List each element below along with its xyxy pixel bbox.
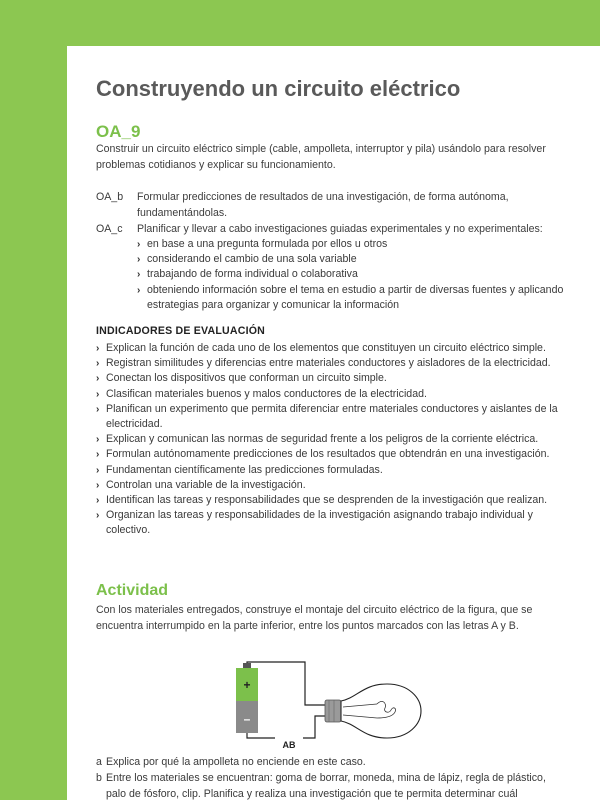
- page-title: Construyendo un circuito eléctrico: [96, 76, 461, 101]
- skill-text: Planificar y llevar a cabo investigaciones guiadas experimentales y no experimentales:: [137, 223, 543, 235]
- chevron-right-icon: ›: [96, 510, 100, 522]
- list-item: › Explican la función de cada uno de los elementos que constituyen un circuito eléctrico simple.: [96, 341, 566, 356]
- chevron-right-icon: ›: [96, 479, 100, 491]
- question-letter: b: [96, 772, 102, 784]
- bulb-base: [325, 700, 341, 722]
- list-item: › Controlan una variable de la investigación.: [96, 478, 566, 493]
- list-item: › Identifican las tareas y responsabilidades que se desprenden de la investigación que realizan.: [96, 493, 566, 508]
- chevron-right-icon: ›: [96, 449, 100, 461]
- list-item: › Conectan los dispositivos que conforman un circuito simple.: [96, 371, 566, 386]
- chevron-right-icon: ›: [137, 284, 141, 296]
- list-item: › Planifican un experimento que permita diferenciar entre materiales conductores y aislantes de la electricidad.: [96, 402, 558, 431]
- question-text: Entre los materiales se encuentran: goma de borrar, moneda, mina de lápiz, regla de plástico, palo de fósforo, clip. Planifica y realiza una investigación que te permita determinar cuál: [106, 772, 546, 800]
- oa-code: OA_9: [96, 122, 141, 141]
- skill-bullets: [137, 237, 566, 313]
- skill-row: [96, 189, 566, 221]
- battery-terminal: [243, 663, 251, 668]
- chevron-right-icon: ›: [96, 464, 100, 476]
- bulb-icon: [341, 684, 421, 738]
- indicators-heading: INDICADORES DE EVALUACIÓN: [96, 325, 266, 337]
- activity-description: Con los materiales entregados, construye el montaje del circuito eléctrico de la figura, que se encuentra interrumpido en la parte inferior, entre los puntos marcados con las letras A y B.: [96, 604, 533, 632]
- chevron-right-icon: ›: [96, 495, 100, 507]
- chevron-right-icon: ›: [96, 343, 100, 354]
- chevron-right-icon: ›: [96, 434, 100, 446]
- chevron-right-icon: ›: [137, 254, 141, 266]
- activity-heading: Actividad: [96, 582, 169, 599]
- wire-right: [303, 716, 325, 738]
- question-item: [96, 770, 566, 800]
- wire-top: [247, 662, 325, 705]
- list-item: › Registran similitudes y diferencias entre materiales conductores y aisladores de la electricidad.: [96, 356, 566, 371]
- chevron-right-icon: ›: [96, 358, 100, 370]
- list-item: › Fundamentan científicamente las predicciones formuladas.: [96, 463, 566, 478]
- chevron-right-icon: ›: [96, 388, 100, 400]
- list-item: › en base a una pregunta formulada por ellos u otros: [137, 237, 566, 252]
- question-item: [96, 754, 566, 770]
- points-label: AB: [282, 740, 296, 750]
- list-item: › obteniendo información sobre el tema en estudio a partir de diversas fuentes y aplicando estrategias para organizar y comunicar la información: [137, 283, 564, 311]
- list-item: › Explican y comunican las normas de seguridad frente a los peligros de la corriente eléctrica.: [96, 432, 566, 447]
- question-text: Explica por qué la ampolleta no enciende en este caso.: [106, 756, 366, 768]
- battery-minus-label: –: [243, 712, 251, 726]
- oa-description: Construir un circuito eléctrico simple (cable, ampolleta, interruptor y pila) usándolo para resolver problemas cotidianos y explicar su funcionamiento.: [96, 143, 546, 171]
- question-letter: a: [96, 756, 102, 768]
- skill-code: OA_c: [96, 223, 123, 235]
- chevron-right-icon: ›: [96, 373, 100, 385]
- questions-list: [96, 754, 566, 800]
- chevron-right-icon: ›: [137, 269, 141, 281]
- indicators-list: [96, 341, 566, 539]
- battery-plus-label: +: [243, 678, 251, 692]
- list-item: › Clasifican materiales buenos y malos conductores de la electricidad.: [96, 387, 566, 402]
- skill-text: Formular predicciones de resultados de una investigación, de forma autónoma, fundamentándolas.: [137, 191, 509, 219]
- list-item: › Formulan autónomamente predicciones de los resultados que obtendrán en una investigación.: [96, 447, 566, 462]
- skill-code: OA_b: [96, 191, 124, 203]
- list-item: › trabajando de forma individual o colaborativa: [137, 267, 566, 282]
- chevron-right-icon: ›: [137, 239, 141, 250]
- skill-row: [96, 221, 566, 313]
- list-item: › Organizan las tareas y responsabilidades de la investigación asignando trabajo individual y colectivo.: [96, 509, 533, 537]
- chevron-right-icon: ›: [96, 403, 100, 415]
- document-page: [67, 46, 600, 800]
- skills-list: [96, 189, 566, 313]
- list-item: › considerando el cambio de una sola variable: [137, 252, 566, 267]
- circuit-figure: [227, 660, 447, 750]
